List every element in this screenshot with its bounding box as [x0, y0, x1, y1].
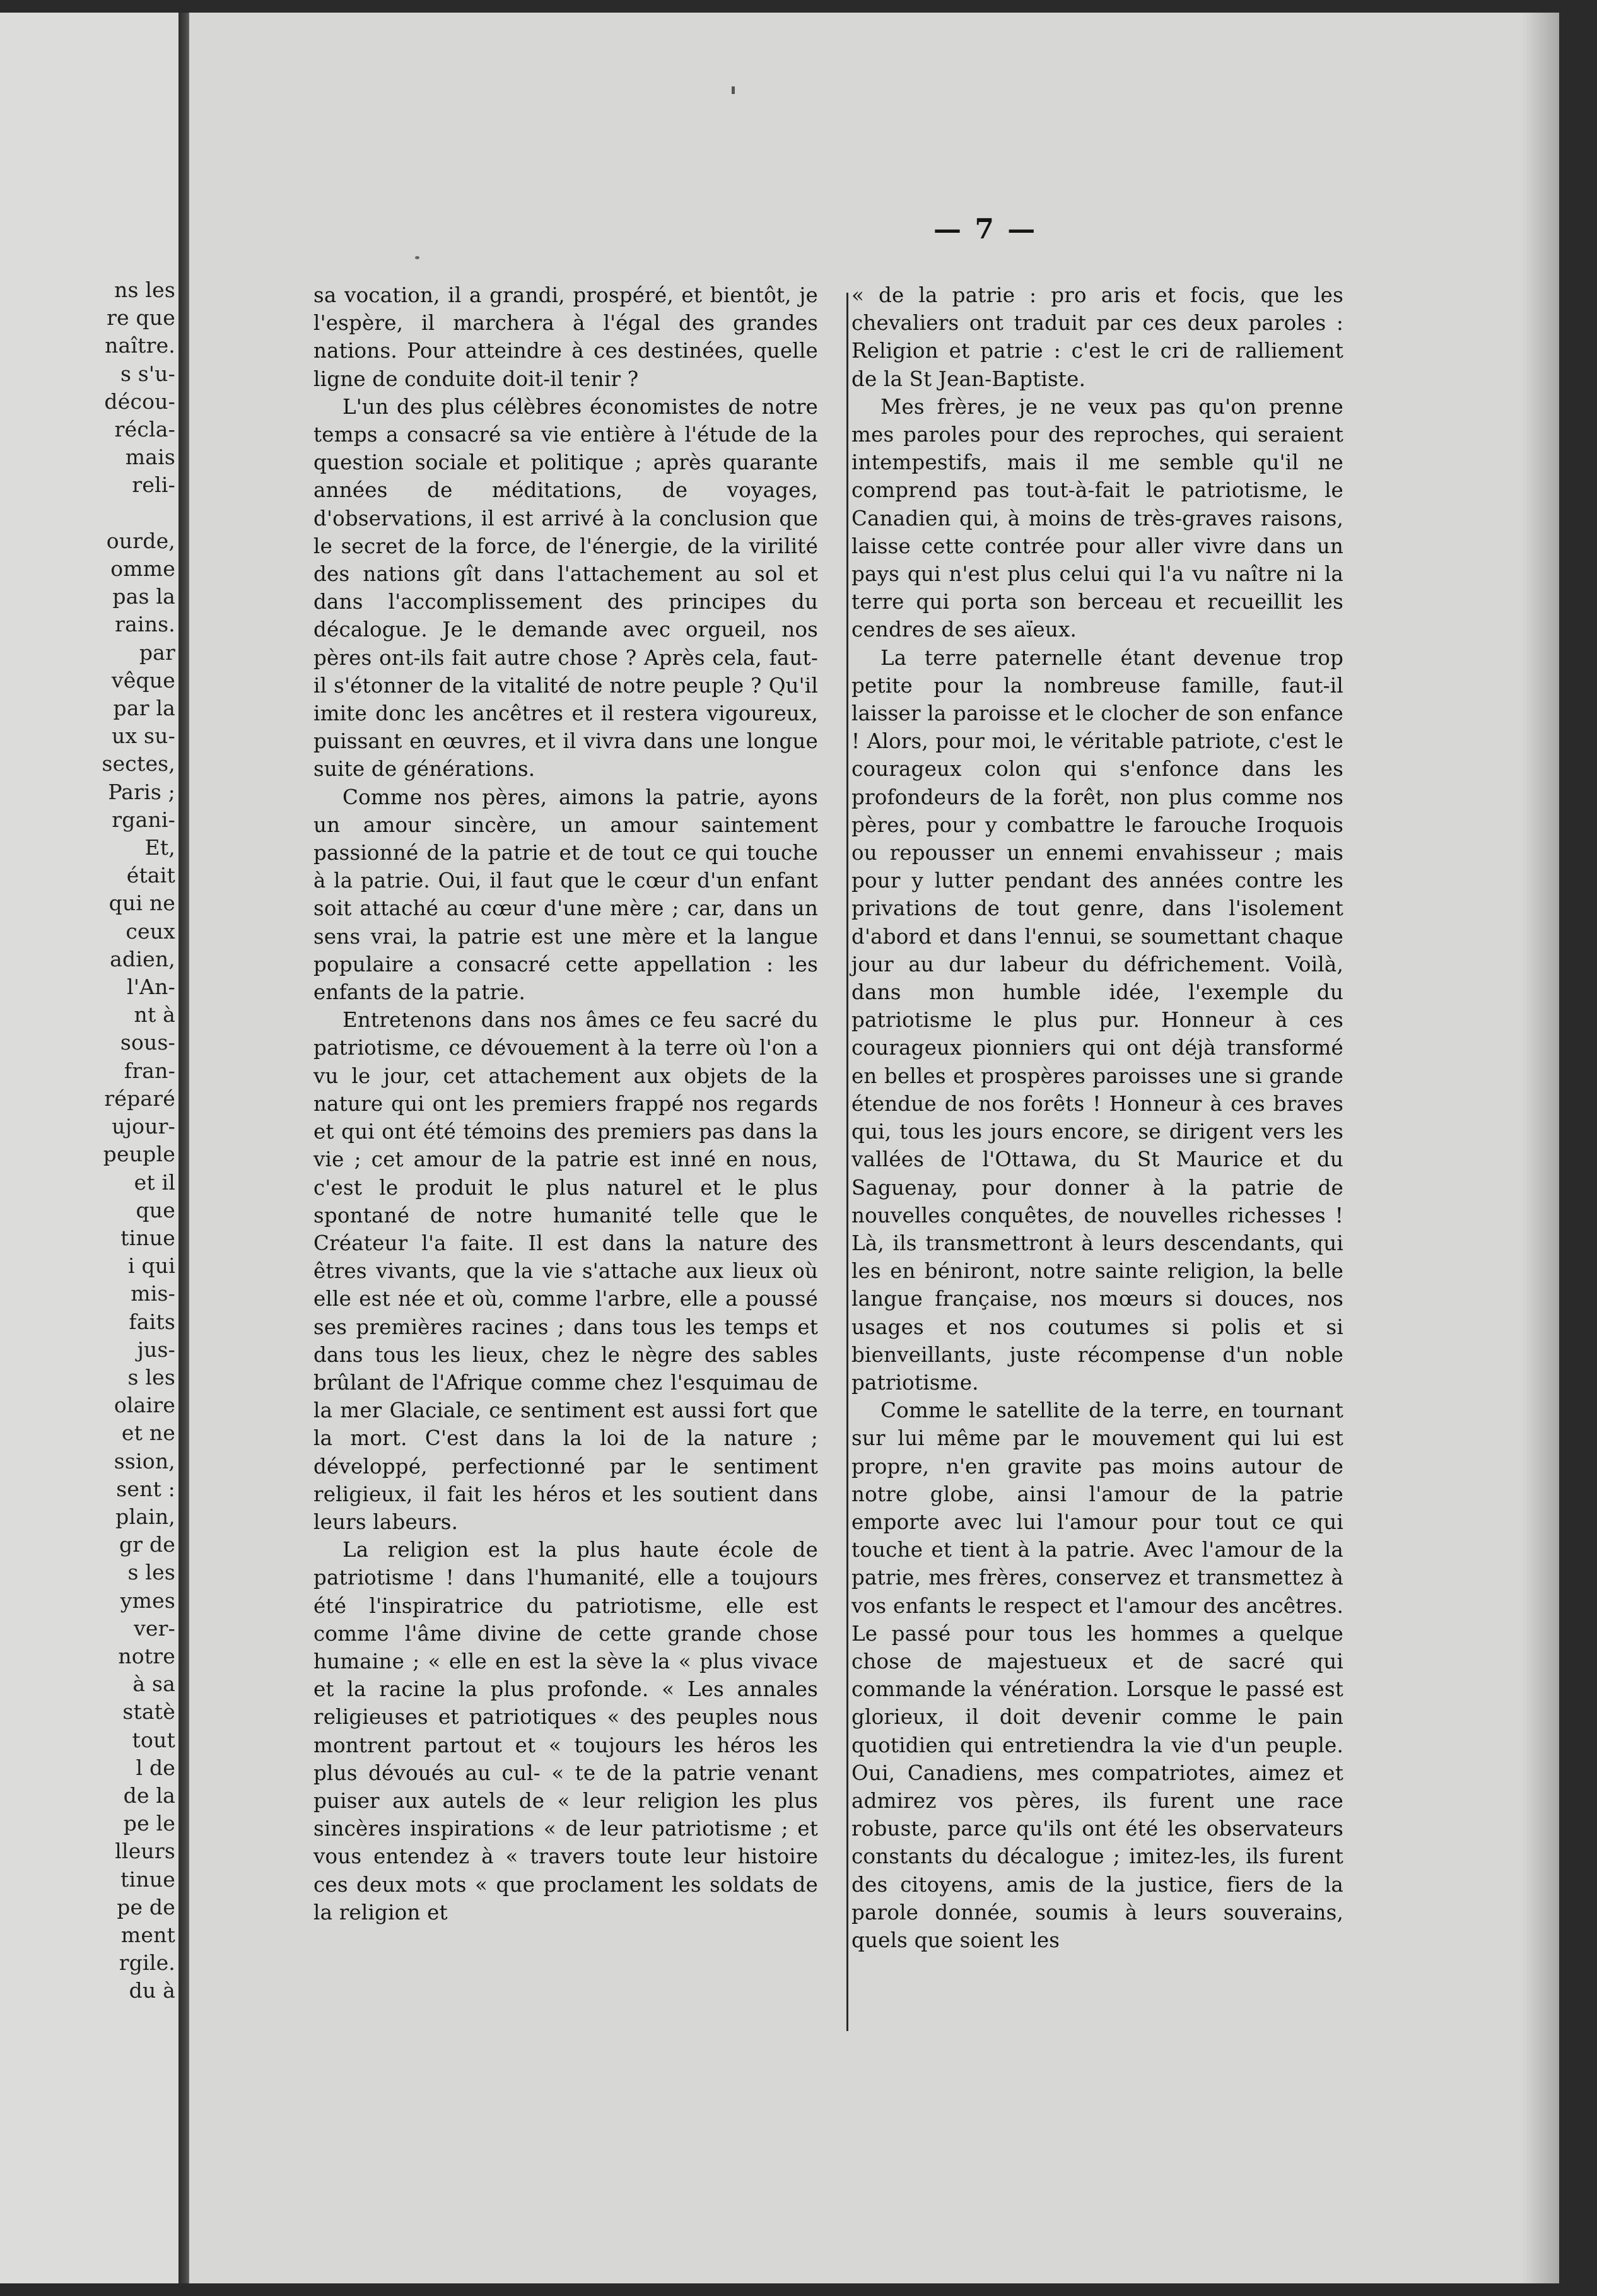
- scan-mark: [732, 86, 735, 94]
- previous-page-line: jus-: [137, 1337, 175, 1362]
- previous-page-line: omme: [110, 556, 175, 582]
- previous-page-line: vêque: [111, 667, 175, 693]
- previous-page-line: par: [139, 640, 175, 665]
- current-page: [189, 13, 1559, 2283]
- previous-page-line: mis-: [131, 1281, 175, 1306]
- previous-page-line: récla-: [114, 417, 175, 442]
- previous-page-line: et il: [134, 1169, 175, 1195]
- previous-page-line: ment: [120, 1922, 175, 1947]
- previous-page-line: nt à: [134, 1002, 175, 1028]
- previous-page-line: s les: [127, 1560, 175, 1585]
- previous-page-line: Et,: [144, 835, 175, 860]
- paragraph: La religion est la plus haute école de patriotisme ! dans l'humanité, elle a toujours été l'inspiratrice du patriotisme, elle est comme l'âme divine de cette grande chose humaine ; « elle en est la sève la « plus vivace et la racine la plus profonde. « Les annales religieuses et patriotiques « des peuples nous montrent partout et « toujours les héros les plus dévoués au cul- « te de la patrie venant puiser aux autels de « leur religion les plus sincères inspirations « de leur patriotisme ; et vous entendez à « travers toute leur histoire ces deux mots « que proclament les soldats de la religion et: [313, 1538, 818, 1924]
- previous-page-line: ns les: [114, 278, 175, 302]
- previous-page-line: Paris ;: [108, 779, 175, 804]
- paragraph: Comme le satellite de la terre, en tournant sur lui même par le mouvement qui lui est propre, n'en gravite pas moins autour de notre globe, ainsi l'amour de la patrie emporte avec lui l'amour pour tout ce qui touche et tient à la patrie. Avec l'amour de la patrie, mes frères, conservez et transmettez à vos enfants le respect et l'amour des ancêtres. Le passé pour tous les hommes a quelque chose de majestueux et de sacré qui commande la vénération. Lorsque le passé est glorieux, il doit devenir comme le pain quotidien qui entretiendra la vie d'un peuple. Oui, Canadiens, mes compatriotes, aimez et admirez vos pères, ils furent une race robuste, parce qu'ils ont été les observateurs constants du décalogue ; imitez-les, ils furent des citoyens, amis de la justice, fiers de la parole donnée, soumis à leurs souverains, quels que soient les: [851, 1398, 1343, 1952]
- previous-page-line: ux su-: [112, 723, 175, 749]
- previous-page-line: tout: [132, 1727, 175, 1752]
- previous-page-line: à sa: [132, 1672, 175, 1697]
- previous-page-line: réparé: [104, 1086, 175, 1111]
- previous-page-line: [0, 500, 175, 527]
- page-number: — 7 —: [933, 213, 1038, 245]
- previous-page-line: notre: [118, 1643, 175, 1668]
- paragraph: Mes frères, je ne veux pas qu'on prenne mes paroles pour des reproches, qui seraient intempestifs, mais il me semble qu'il ne comprend pas tout-à-fait le patriotisme, le Canadien qui, à moins de très-graves raisons, laisse cette contrée pour aller vivre dans un pays qui n'est plus celui qui l'a vu naître ni la terre qui porta son berceau et recueillit les cendres de ses aïeux.: [851, 394, 1343, 642]
- previous-page-line: mais: [125, 445, 175, 470]
- previous-page-line: pe le: [123, 1811, 175, 1836]
- scan-mark: [415, 256, 419, 259]
- previous-page-line: de la: [123, 1783, 175, 1808]
- previous-page-line: pe de: [117, 1894, 175, 1919]
- previous-page-line: rains.: [115, 612, 175, 637]
- right-column: [851, 281, 1343, 1954]
- paragraph: La terre paternelle étant devenue trop petite pour la nombreuse famille, faut-il laisser la paroisse et le clocher de son enfance ! Alors, pour moi, le véritable patriote, c'est le courageux colon qui s'enfonce dans les profondeurs de la forêt, non plus comme nos pères, pour y combattre le farouche Iroquois ou repousser un ennemi envahisseur ; mais pour y lutter pendant des années contre les privations de tout genre, dans l'isolement d'abord et dans l'ennui, se soumettant chaque jour au dur labeur du défrichement. Voilà, dans mon humble idée, l'exemple du patriotisme le plus pur. Honneur à ces courageux pionniers qui ont déjà transformé en belles et prospères paroisses une si grande étendue de nos forêts ! Honneur à ces braves qui, tous les jours encore, se dirigent vers les vallées de l'Ottawa, du St Maurice et du Saguenay, pour donner à la patrie de nouvelles conquêtes, de nouvelles richesses ! Là, ils transmettront à leurs descendants, qui les en béniront, notre sainte religion, la belle langue française, nos mœurs si douces, nos usages et nos coutumes si polis et si bienveillants, juste récompense d'un noble patriotisme.: [851, 645, 1343, 1395]
- previous-page-line: qui ne: [108, 891, 175, 916]
- previous-page-line: plain,: [115, 1504, 175, 1529]
- previous-page-line: était: [126, 863, 175, 888]
- previous-page-line: l de: [136, 1755, 175, 1780]
- previous-page-line: ymes: [120, 1588, 175, 1613]
- previous-page-line: faits: [129, 1309, 175, 1334]
- previous-page-line: adien,: [110, 946, 175, 971]
- previous-page-line: pas la: [112, 584, 175, 609]
- previous-page-line: s s'u-: [120, 361, 175, 386]
- previous-page-line: peuple: [103, 1142, 175, 1167]
- paragraph: « de la patrie : pro aris et focis, que les chevaliers ont traduit par ces deux paroles : Religion et patrie : c'est le cri de ralliement de la St Jean-Baptiste.: [851, 283, 1343, 391]
- previous-page-line: rgile.: [119, 1950, 175, 1976]
- previous-page-line: ceux: [126, 918, 175, 944]
- previous-page-line: décou-: [104, 389, 175, 414]
- previous-page-line: statè: [122, 1699, 175, 1725]
- left-column: [313, 281, 818, 1926]
- previous-page-line: ourde,: [106, 528, 175, 553]
- paragraph: sa vocation, il a grandi, prospéré, et bientôt, je l'espère, il marchera à l'égal des grandes nations. Pour atteindre à ces destinées, quelle ligne de conduite doit-il tenir ?: [313, 283, 818, 391]
- previous-page-line: du à: [129, 1978, 175, 2003]
- paragraph: Comme nos pères, aimons la patrie, ayons un amour sincère, un amour saintement passionné de la patrie et de tout ce qui touche à la patrie. Oui, il faut que le cœur d'un enfant soit attaché au cœur d'une mère ; car, dans un sens vrai, la patrie est une mère et la langue populaire a consacré cette appellation : les enfants de la patrie.: [313, 785, 818, 1005]
- column-divider: [846, 293, 848, 2031]
- paragraph: Entretenons dans nos âmes ce feu sacré du patriotisme, ce dévouement à la terre où l'on a vu le jour, cet attachement aux objets de la nature qui ont les premiers frappé nos regards et qui ont été témoins des premiers pas dans la vie ; cet amour de la patrie est inné en nous, c'est le produit le plus naturel et le plus spontané de notre humanité telle que le Créateur l'a faite. Il est dans la nature des êtres vivants, que la vie s'attache aux lieux où elle est née et où, comme l'arbre, elle a poussé ses premières racines ; dans tous les temps et dans tous les lieux, chez le nègre des sables brûlant de l'Afrique comme chez l'esquimau de la mer Glaciale, ce sentiment est aussi fort que la mort. C'est dans la loi de la nature ; développé, perfectionné par le sentiment religieux, il fait les héros et les soutient dans leurs labeurs.: [313, 1008, 818, 1534]
- previous-page-line: que: [136, 1197, 175, 1222]
- previous-page-line: s les: [127, 1364, 175, 1390]
- previous-page-line: l'An-: [127, 975, 175, 1000]
- page-edge-shadow: [1521, 13, 1559, 2283]
- previous-page-line: i qui: [128, 1253, 175, 1279]
- previous-page-line: gr de: [119, 1532, 175, 1557]
- previous-page-line: ver-: [134, 1615, 175, 1641]
- previous-page-line: ssion,: [114, 1448, 175, 1473]
- previous-page-line: re que: [107, 305, 175, 331]
- previous-page-line: lleurs: [115, 1839, 175, 1864]
- previous-page-line: sectes,: [102, 751, 175, 776]
- previous-page-line: reli-: [132, 472, 175, 498]
- previous-page-line: naître.: [105, 333, 175, 358]
- previous-page-line: sous-: [120, 1030, 175, 1055]
- previous-page-line: ujour-: [112, 1114, 175, 1139]
- previous-page-strip: [0, 13, 183, 2283]
- previous-page-text: [0, 276, 175, 2005]
- previous-page-line: sent :: [116, 1476, 175, 1501]
- previous-page-line: tinue: [120, 1225, 175, 1250]
- paragraph: L'un des plus célèbres économistes de notre temps a consacré sa vie entière à l'étude de la question sociale et politique ; après quarante années de méditations, de voyages, d'observations, il est arrivé à la conclusion que le secret de la force, de l'énergie, de la virilité des nations gît dans l'attachement au sol et dans l'accomplissement des principes du décalogue. Je le demande avec orgueil, nos pères ont-ils fait autre chose ? Après cela, faut-il s'étonner de la vitalité de notre peuple ? Qu'il imite donc les ancêtres et il restera vigoureux, puissant en œuvres, et il vivra dans une longue suite de générations.: [313, 394, 818, 782]
- previous-page-line: rgani-: [112, 807, 175, 832]
- previous-page-line: olaire: [114, 1393, 175, 1418]
- previous-page-line: tinue: [120, 1866, 175, 1892]
- previous-page-line: fran-: [124, 1058, 175, 1083]
- previous-page-line: et ne: [121, 1420, 175, 1446]
- previous-page-line: par la: [113, 696, 175, 721]
